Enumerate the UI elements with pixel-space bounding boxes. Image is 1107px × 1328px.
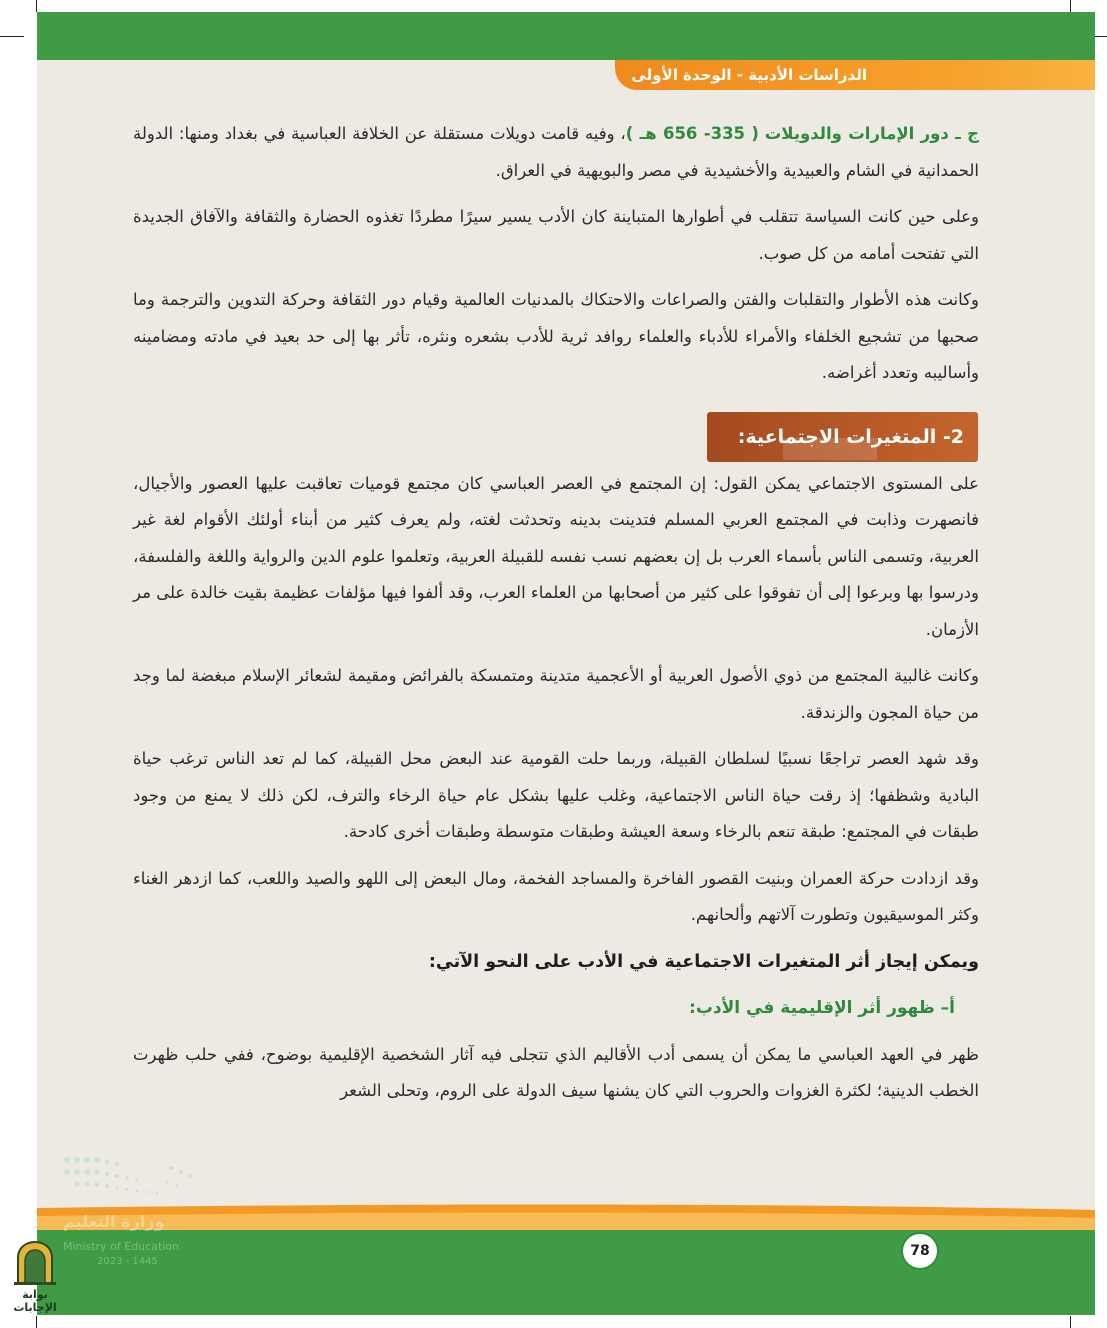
crop-mark: [1070, 1316, 1071, 1328]
body-text: [133, 116, 979, 1120]
summary-heading: ويمكن إيجاز أثر المتغيرات الاجتماعية في الأدب على النحو الآتي:: [428, 951, 979, 972]
ministry-name-english: Ministry of Education: [63, 1240, 180, 1253]
paragraph: على المستوى الاجتماعي يمكن القول: إن المجتمع في العصر العباسي كان مجتمع قوميات تعاقبت عليها العصور والأجيال، فانصهرت وذابت في المجتمع العربي المسلم فتدينت بدينه وتحدثت لغته، ولم يعرف كثير من أبناء أولئك الأقوام لغة غير العربية، وتسمى الناس بأسماء العرب بل إن بعضهم نسب نفسه للقبيلة العربية، وتعلموا علوم الدين والرواية واللغة والفلسفة، ودرسوا بها وبرعوا إلى أن تفوقوا على كثير من أصحابها من العلماء العرب، وقد ألفوا فيها مؤلفات عظيمة بقيت خالدة على مر الأزمان.: [133, 473, 979, 639]
crop-mark: [0, 36, 24, 37]
paragraph: وقد شهد العصر تراجعًا نسبيًا لسلطان القبيلة، وربما حلت القومية عند البعض محل القبيلة، كما لم تعد الناس ترغب حياة البادية وشظفها؛ إذ رقت حياة الناس الاجتماعية، وغلب عليها بشكل عام حياة الرخاء والترف، لكن ذلك لا يمنع من وجود طبقات في المجتمع: طبقة تنعم بالرخاء وسعة العيشة وطبقات متوسطة وطبقات أخرى كادحة.: [133, 749, 979, 841]
section-title: 2- المتغيرات الاجتماعية:: [737, 426, 964, 448]
crop-mark: [1070, 0, 1071, 12]
crop-mark: [36, 1316, 37, 1328]
unit-header-tab: [615, 60, 1095, 90]
unit-header-title: الدراسات الأدبية - الوحدة الأولى: [631, 66, 867, 84]
subsection-heading: أ– ظهور أثر الإقليمية في الأدب:: [689, 998, 955, 1018]
paragraph: ظهر في العهد العباسي ما يمكن أن يسمى أدب الأقاليم الذي تتجلى فيه آثار الشخصية الإقليمية بوضوح، ففي حلب ظهرت الخطب الدينية؛ لكثرة الغزوات والحروب التي كان يشنها سيف الدولة على الروم، وتحلى الشعر: [133, 1044, 979, 1100]
textbook-page: [37, 12, 1095, 1315]
paragraph: [133, 116, 979, 189]
page-number-badge: 78: [901, 1232, 939, 1270]
ministry-year: 2023 - 1445: [97, 1256, 158, 1267]
section-title-banner: [707, 412, 978, 462]
era-heading: ج ـ دور الإمارات والدويلات: [764, 124, 979, 143]
paragraph: وعلى حين كانت السياسة تتقلب في أطوارها المتباينة كان الأدب يسير سيرًا مطردًا تغذوه الحضارة والثقافة والآفاق الجديدة التي تفتحت أمامه من كل صوب.: [133, 207, 979, 263]
crop-mark: [36, 0, 37, 12]
gate-logo-icon: [10, 1240, 60, 1286]
era-dates: ( 335- 656 هـ ): [625, 124, 759, 143]
paragraph: وكانت هذه الأطوار والتقلبات والفتن والصراعات والاحتكاك بالمدنيات العالمية وقيام دور الثقافة وحركة التدوين والترجمة وما صحبها من تشجيع الخلفاء والأمراء للأدباء والعلماء روافد ثرية للأدب بشعره ونثره، تأثر بها إلى حد بعيد في مادته ومضامينه وأساليبه وتعدد أغراضه.: [133, 290, 979, 382]
paragraph-text: ، وفيه قامت دويلات مستقلة عن الخلافة العباسية في بغداد ومنها: الدولة الحمدانية في الشام والعبيدية والأخشيدية في مصر والبويهية في العراق.: [133, 124, 979, 180]
top-green-band: [37, 12, 1095, 60]
ministry-name-arabic: وزارة التعليم: [63, 1212, 165, 1231]
paragraph: وكانت غالبية المجتمع من ذوي الأصول العربية أو الأعجمية متدينة ومتمسكة بالفرائض ومقيمة لشعائر الإسلام مبغضة لما وجد من حياة المجون والزندقة.: [133, 666, 979, 722]
gate-logo-label: بوابة الإجابات: [13, 1288, 57, 1314]
ministry-dots-logo: [61, 1152, 201, 1212]
paragraph: وقد ازدادت حركة العمران وبنيت القصور الفاخرة والمساجد الفخمة، ومال البعض إلى اللهو والصيد واللعب، كما ازدهر الغناء وكثر الموسيقيون وتطورت آلاتهم وألحانهم.: [133, 868, 979, 924]
